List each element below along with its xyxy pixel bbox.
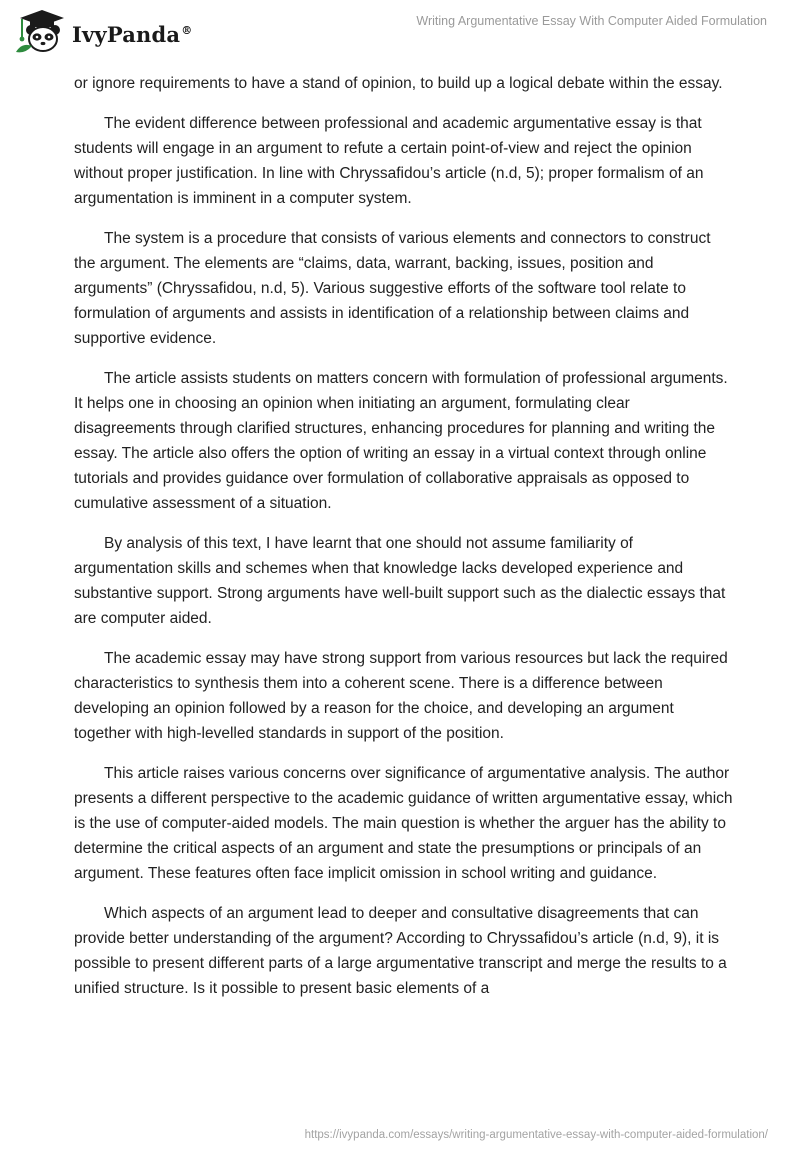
document-title: Writing Argumentative Essay With Computer Aided Formulation bbox=[416, 14, 767, 28]
paragraph: By analysis of this text, I have learnt that one should not assume familiarity of argumentation skills and schemes when that knowledge lacks developed experience and substantive support. Strong arguments have well-built support such as the dialectic essays that are computer aided. bbox=[74, 535, 726, 627]
paragraph: The evident difference between professional and academic argumentative essay is that students will engage in an argument to refute a certain point-of-view and reject the opinion without proper justification. In line with Chryssafidou’s article (n.d, 5); proper formalism of an argumentation is imminent in a computer system. bbox=[74, 115, 704, 207]
paragraph: Which aspects of an argument lead to deeper and consultative disagreements that can provide better understanding of the argument? According to Chryssafidou’s article (n.d, 9), it is possible to present different parts of a large argumentative transcript and merge the results to a unified structure. Is it possible to present basic elements of a bbox=[74, 905, 727, 997]
paragraph: The academic essay may have strong support from various resources but lack the required characteristics to synthesis them into a coherent scene. There is a difference between developing an opinion followed by a reason for the choice, and developing an argument together with high-levelled standards in support of the position. bbox=[74, 650, 728, 742]
source-url-link[interactable]: https://ivypanda.com/essays/writing-argumentative-essay-with-computer-aided-formulation/ bbox=[304, 1129, 768, 1141]
brand-logo[interactable] bbox=[12, 8, 192, 56]
brand-name bbox=[72, 22, 192, 47]
page-header bbox=[0, 0, 800, 62]
paragraph: The system is a procedure that consists of various elements and connectors to construct the argument. The elements are “claims, data, warrant, backing, issues, position and arguments” (Chryssafidou, n.d, 5). Various suggestive efforts of the software tool relate to formulation of arguments and assists in identification of a relationship between claims and supportive evidence. bbox=[74, 230, 711, 347]
panda-graduate-icon bbox=[12, 8, 68, 56]
article-body bbox=[74, 71, 734, 1016]
paragraph: This article raises various concerns over significance of argumentative analysis. The author presents a different perspective to the academic guidance of written argumentative essay, which is the use of computer-aided models. The main question is whether the arguer has the ability to determine the critical aspects of an argument and state the presumptions or principals of an argument. These features often face implicit omission in school writing and guidance. bbox=[74, 765, 733, 882]
paragraph: or ignore requirements to have a stand of opinion, to build up a logical debate within the essay. bbox=[74, 75, 723, 92]
paragraph: The article assists students on matters concern with formulation of professional arguments. It helps one in choosing an opinion when initiating an argument, formulating clear disagreements through clarified structures, enhancing procedures for planning and writing the essay. The article also offers the option of writing an essay in a virtual context through online tutorials and provides guidance over formulation of collaborative appraisals as opposed to cumulative assessment of a situation. bbox=[74, 370, 728, 512]
registered-mark: ® bbox=[181, 23, 193, 37]
brand-name-text: IvyPanda bbox=[72, 21, 181, 47]
